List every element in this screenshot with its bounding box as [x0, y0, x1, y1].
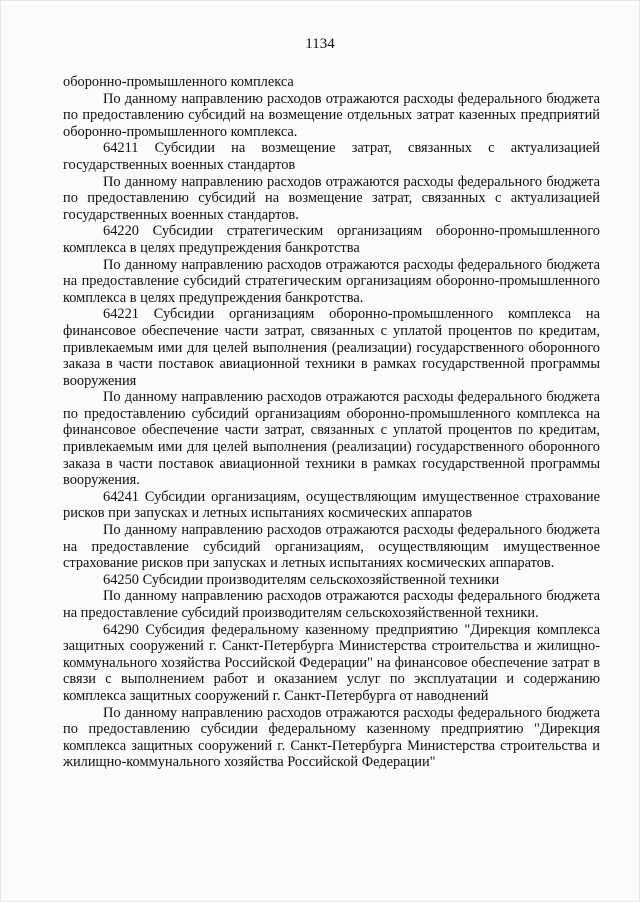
document-body — [63, 74, 600, 771]
paragraph-description: По данному направлению расходов отражаются расходы федерального бюджета по предоставлению субсидии федеральному казенному предприятию "Дирекция комплекса защитных сооружений г. Санкт-Петербурга Министерства строительства и жилищно-коммунального хозяйства Российской Федерации" — [63, 704, 600, 771]
paragraph-code-heading: 64211 Субсидии на возмещение затрат, связанных с актуализацией государственных военных стандартов — [63, 140, 600, 173]
paragraph-code-heading: 64250 Субсидии производителям сельскохозяйственной техники — [103, 571, 500, 588]
paragraph-code-heading: 64290 Субсидия федеральному казенному предприятию "Дирекция комплекса защитных сооружений г. Санкт-Петербурга Министерства строительства и жилищно-коммунального хозяйства Российской Федерации" на финансовое обеспечение затрат в связи с выполнением работ и оказанием услуг по эксплуатации и содержанию комплекса защитных сооружений г. Санкт-Петербурга от наводнений — [63, 621, 600, 704]
paragraph-description: По данному направлению расходов отражаются расходы федерального бюджета на предоставление субсидий организациям, осуществляющим имущественное страхование рисков при запусках и летных испытаниях космических аппаратов. — [63, 522, 600, 572]
paragraph-description: По данному направлению расходов отражаются расходы федерального бюджета на предоставление субсидий стратегическим организациям оборонно-промышленного комплекса в целях предупреждения банкротства. — [63, 256, 600, 306]
paragraph-code-heading: 64220 Субсидии стратегическим организациям оборонно-промышленного комплекса в целях предупреждения банкротства — [63, 223, 600, 256]
paragraph-description: По данному направлению расходов отражаются расходы федерального бюджета по предоставлению субсидий организациям оборонно-промышленного комплекса на финансовое обеспечение части затрат, связанных с уплатой процентов по кредитам, привлекаемым ими для целей выполнения (реализации) государственного оборонного заказа в части поставок авиационной техники в рамках государственной программы вооружения. — [63, 389, 600, 489]
page-number: 1134 — [305, 36, 335, 52]
paragraph-continuation: оборонно-промышленного комплекса — [63, 74, 294, 90]
paragraph-description: По данному направлению расходов отражаются расходы федерального бюджета по предоставлению субсидий на возмещение отдельных затрат казенных предприятий оборонно-промышленного комплекса. — [63, 90, 600, 140]
paragraph-code-heading: 64221 Субсидии организациям оборонно-промышленного комплекса на финансовое обеспечение части затрат, связанных с уплатой процентов по кредитам, привлекаемым ими для целей выполнения (реализации) государственного оборонного заказа в части поставок авиационной техники в рамках государственной программы вооружения — [63, 306, 600, 389]
paragraph-description: По данному направлению расходов отражаются расходы федерального бюджета по предоставлению субсидий на возмещение затрат, связанных с актуализацией государственных военных стандартов. — [63, 173, 600, 223]
paragraph-description: По данному направлению расходов отражаются расходы федерального бюджета на предоставление субсидий производителям сельскохозяйственной техники. — [63, 588, 600, 621]
paragraph-code-heading: 64241 Субсидии организациям, осуществляющим имущественное страхование рисков при запусках и летных испытаниях космических аппаратов — [63, 488, 600, 522]
